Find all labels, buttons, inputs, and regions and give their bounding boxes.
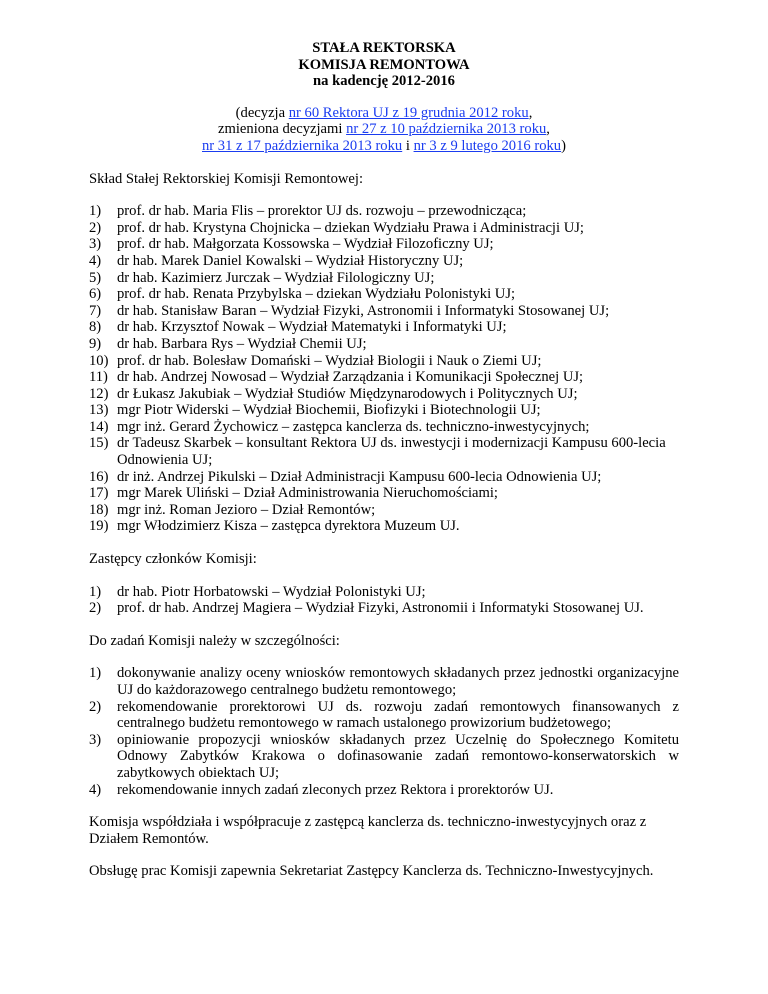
composition-heading: Skład Stałej Rektorskiej Komisji Remontowej:	[89, 170, 364, 187]
decision-link-31[interactable]: nr 31 z 17 października 2013 roku	[202, 137, 403, 154]
list-item-number: 2)	[89, 698, 102, 715]
members-list	[89, 203, 679, 535]
service-paragraph: Obsługę prac Komisji zapewnia Sekretariat Zastępcy Kanclerza ds. Techniczno-Inwestycyjnych.	[89, 863, 654, 880]
list-item-number: 2)	[89, 219, 102, 236]
member-item	[89, 220, 679, 237]
tasks-list	[89, 665, 679, 798]
list-item-number: 19)	[89, 518, 109, 535]
list-item-number: 1)	[89, 203, 102, 220]
list-item-text: opiniowanie propozycji wniosków składanych przez Uczelnię do Społecznego Komitetu Odnowy Zabytków Krakowa o dofinasowanie zadań remontowo-konserwatorskich w zabytkowych obiektach UJ;	[117, 731, 679, 781]
deputy-item	[89, 600, 679, 617]
list-item-text: dr inż. Andrzej Pikulski – Dział Administracji Kampusu 600-lecia Odnowienia UJ;	[117, 468, 602, 485]
list-item-text: prof. dr hab. Krystyna Chojnicka – dziekan Wydziału Prawa i Administracji UJ;	[117, 219, 584, 236]
list-item-number: 9)	[89, 335, 102, 352]
member-item	[89, 270, 679, 287]
document-content	[89, 40, 679, 880]
list-item-number: 15)	[89, 435, 109, 452]
list-item-number: 6)	[89, 286, 102, 303]
list-item-number: 5)	[89, 269, 102, 286]
member-item	[89, 286, 679, 303]
list-item-text: dr hab. Krzysztof Nowak – Wydział Matematyki i Informatyki UJ;	[117, 319, 507, 336]
member-item	[89, 319, 679, 336]
list-item-text: dr Tadeusz Skarbek – konsultant Rektora UJ ds. inwestycji i modernizacji Kampusu 600-lecia Odnowienia UJ;	[117, 435, 666, 469]
list-item-text: rekomendowanie innych zadań zleconych przez Rektora i prorektorów UJ.	[117, 781, 554, 798]
list-item-text: dr hab. Marek Daniel Kowalski – Wydział Historyczny UJ;	[117, 252, 464, 269]
list-item-number: 4)	[89, 252, 102, 269]
member-item	[89, 253, 679, 270]
list-item-number: 12)	[89, 385, 109, 402]
list-item-number: 11)	[89, 369, 108, 386]
list-item-number: 4)	[89, 781, 102, 798]
list-item-text: prof. dr hab. Andrzej Magiera – Wydział Fizyki, Astronomii i Informatyki Stosowanej UJ.	[117, 600, 644, 617]
member-item	[89, 203, 679, 220]
member-item	[89, 435, 679, 468]
title-line-1: STAŁA REKTORSKA	[312, 40, 456, 56]
list-item-text: mgr inż. Gerard Żychowicz – zastępca kanclerza ds. techniczno-inwestycyjnych;	[117, 418, 590, 435]
deputies-list	[89, 584, 679, 617]
member-item	[89, 502, 679, 519]
decision-link-60[interactable]: nr 60 Rektora UJ z 19 grudnia 2012 roku	[288, 104, 529, 121]
deputies-heading: Zastępcy członków Komisji:	[89, 551, 257, 568]
list-item-text: prof. dr hab. Małgorzata Kossowska – Wydział Filozoficzny UJ;	[117, 236, 494, 253]
list-item-number: 16)	[89, 468, 109, 485]
cooperation-paragraph: Komisja współdziała i współpracuje z zastępcą kanclerza ds. techniczno-inwestycyjnych oraz z Działem Remontów.	[89, 814, 647, 847]
list-item-text: mgr inż. Roman Jezioro – Dział Remontów;	[117, 501, 376, 518]
list-item-text: mgr Piotr Widerski – Wydział Biochemii, Biofizyki i Biotechnologii UJ;	[117, 402, 541, 419]
member-item	[89, 303, 679, 320]
deputy-item	[89, 584, 679, 601]
list-item-text: mgr Włodzimierz Kisza – zastępca dyrektora Muzeum UJ.	[117, 518, 460, 535]
list-item-text: dr hab. Kazimierz Jurczak – Wydział Filologiczny UJ;	[117, 269, 435, 286]
list-item-number: 3)	[89, 731, 102, 748]
list-item-text: prof. dr hab. Renata Przybylska – dziekan Wydziału Polonistyki UJ;	[117, 286, 516, 303]
task-item	[89, 699, 679, 732]
task-item	[89, 782, 679, 799]
list-item-text: dr hab. Stanisław Baran – Wydział Fizyki, Astronomii i Informatyki Stosowanej UJ;	[117, 302, 610, 319]
list-item-number: 1)	[89, 665, 102, 682]
list-item-number: 2)	[89, 600, 102, 617]
list-item-number: 18)	[89, 501, 109, 518]
member-item	[89, 336, 679, 353]
member-item	[89, 236, 679, 253]
list-item-text: dokonywanie analizy oceny wniosków remontowych składanych przez jednostki organizacyjne UJ do każdorazowego centralnego budżetu remontowego;	[117, 665, 679, 698]
decision-link-3[interactable]: nr 3 z 9 lutego 2016 roku	[413, 137, 562, 154]
decision-reference: (decyzja nr 60 Rektora UJ z 19 grudnia 2012 roku, zmieniona decyzjami nr 27 z 10 października 2013 roku, nr 31 z 17 października 2013 roku i nr 3 z 9 lutego 2016 roku)	[202, 104, 566, 154]
member-item	[89, 369, 679, 386]
member-item	[89, 419, 679, 436]
list-item-text: mgr Marek Uliński – Dział Administrowania Nieruchomościami;	[117, 485, 498, 502]
tasks-heading: Do zadań Komisji należy w szczególności:	[89, 632, 340, 649]
list-item-text: dr Łukasz Jakubiak – Wydział Studiów Międzynarodowych i Politycznych UJ;	[117, 385, 578, 402]
task-item	[89, 732, 679, 782]
list-item-text: dr hab. Barbara Rys – Wydział Chemii UJ;	[117, 335, 367, 352]
title-line-2: KOMISJA REMONTOWA	[298, 56, 470, 73]
list-item-number: 14)	[89, 418, 109, 435]
list-item-number: 13)	[89, 402, 109, 419]
list-item-number: 17)	[89, 485, 109, 502]
member-item	[89, 402, 679, 419]
member-item	[89, 386, 679, 403]
document-title	[89, 40, 679, 90]
list-item-number: 3)	[89, 236, 102, 253]
list-item-text: rekomendowanie prorektorowi UJ ds. rozwoju zadań remontowych finansowanych z centralnego budżetu remontowego w ramach ustalonego prowizorium budżetowego;	[117, 698, 679, 732]
list-item-text: dr hab. Piotr Horbatowski – Wydział Polonistyki UJ;	[117, 583, 426, 600]
decision-open: (decyzja	[235, 104, 289, 121]
list-item-number: 1)	[89, 583, 102, 600]
member-item	[89, 485, 679, 502]
list-item-number: 8)	[89, 319, 102, 336]
decision-link-27[interactable]: nr 27 z 10 października 2013 roku	[346, 121, 547, 138]
list-item-number: 10)	[89, 352, 109, 369]
title-line-3: na kadencję 2012-2016	[313, 73, 455, 90]
member-item	[89, 518, 679, 535]
list-item-text: dr hab. Andrzej Nowosad – Wydział Zarządzania i Komunikacji Społecznej UJ;	[117, 369, 584, 386]
list-item-text: prof. dr hab. Bolesław Domański – Wydział Biologii i Nauk o Ziemi UJ;	[117, 352, 542, 369]
member-item	[89, 353, 679, 370]
task-item	[89, 665, 679, 698]
list-item-text: prof. dr hab. Maria Flis – prorektor UJ ds. rozwoju – przewodnicząca;	[117, 203, 527, 220]
member-item	[89, 469, 679, 486]
list-item-number: 7)	[89, 302, 102, 319]
